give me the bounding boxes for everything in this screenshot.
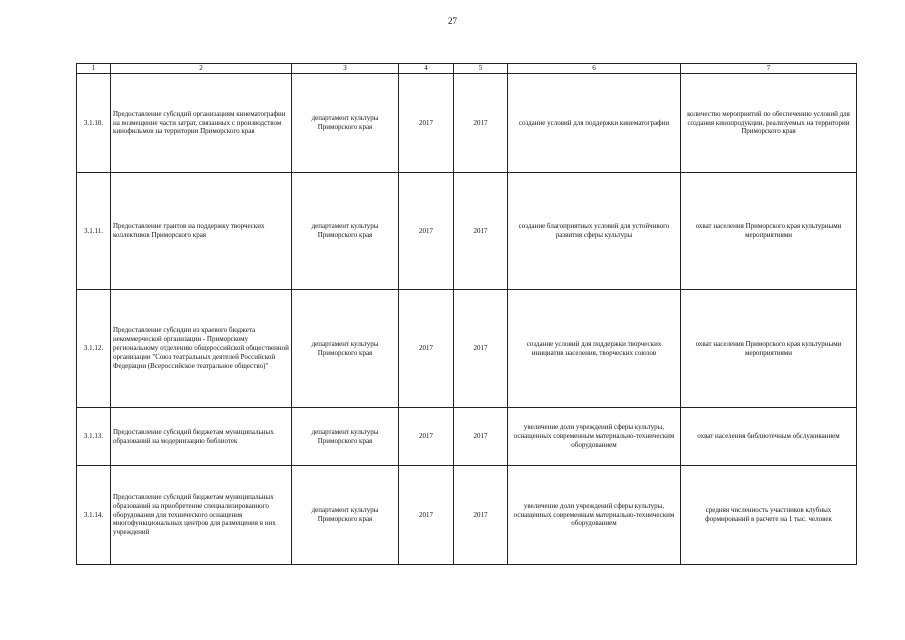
activity-title: Предоставление субсидий бюджетам муниципальных образований на модернизацию библиотек xyxy=(111,408,292,466)
column-header: 7 xyxy=(681,64,857,74)
indicator: охват населения Приморского края культурными мероприятиями xyxy=(681,290,857,408)
executor: департамент культуры Приморского края xyxy=(292,290,399,408)
column-header: 6 xyxy=(508,64,681,74)
start-year: 2017 xyxy=(399,408,454,466)
end-year: 2017 xyxy=(454,466,508,565)
row-number: 3.1.14. xyxy=(77,466,111,565)
program-activities-table xyxy=(76,63,857,565)
table-row xyxy=(77,408,857,466)
indicator: охват населения Приморского края культурными мероприятиями xyxy=(681,173,857,290)
end-year: 2017 xyxy=(454,408,508,466)
column-header: 1 xyxy=(77,64,111,74)
activity-title: Предоставление субсидий бюджетам муниципальных образований на приобретение специализированного оборудования для технического оснащения многофункциональных центров для размещения в них учреждений xyxy=(111,466,292,565)
column-header: 5 xyxy=(454,64,508,74)
activity-title: Предоставление субсидии из краевого бюджета некоммерческой организации - Приморскому региональному отделению общероссийской общественной организации "Союз театральных деятелей Российской Федерации (Всероссийское театральное общество)" xyxy=(111,290,292,408)
table-row xyxy=(77,74,857,173)
executor: департамент культуры Приморского края xyxy=(292,466,399,565)
expected-result: создание условий для поддержки кинематографии xyxy=(508,74,681,173)
start-year: 2017 xyxy=(399,466,454,565)
activity-title: Предоставление грантов на поддержку творческих коллективов Приморского края xyxy=(111,173,292,290)
executor: департамент культуры Приморского края xyxy=(292,408,399,466)
indicator: охват населения библиотечным обслуживанием xyxy=(681,408,857,466)
expected-result: создание условий для поддержки творческих инициатив населения, творческих союзов xyxy=(508,290,681,408)
executor: департамент культуры Приморского края xyxy=(292,173,399,290)
row-number: 3.1.12. xyxy=(77,290,111,408)
start-year: 2017 xyxy=(399,74,454,173)
column-header: 4 xyxy=(399,64,454,74)
table-row xyxy=(77,173,857,290)
start-year: 2017 xyxy=(399,290,454,408)
table-row xyxy=(77,290,857,408)
end-year: 2017 xyxy=(454,173,508,290)
column-header: 3 xyxy=(292,64,399,74)
end-year: 2017 xyxy=(454,74,508,173)
table-row xyxy=(77,466,857,565)
row-number: 3.1.10. xyxy=(77,74,111,173)
expected-result: увеличение доли учреждений сферы культуры, оснащенных современным материально-техническим оборудованием xyxy=(508,466,681,565)
executor: департамент культуры Приморского края xyxy=(292,74,399,173)
column-number-row xyxy=(77,64,857,74)
start-year: 2017 xyxy=(399,173,454,290)
activity-title: Предоставление субсидий организациям кинематографии на возмещение части затрат, связанных с производством кинофильмов на территории Приморского края xyxy=(111,74,292,173)
row-number: 3.1.11. xyxy=(77,173,111,290)
expected-result: создание благоприятных условий для устойчивого развития сферы культуры xyxy=(508,173,681,290)
column-header: 2 xyxy=(111,64,292,74)
page-number: 27 xyxy=(448,16,457,26)
end-year: 2017 xyxy=(454,290,508,408)
expected-result: увеличение доли учреждений сферы культуры, оснащенных современным материально-техническим оборудованием xyxy=(508,408,681,466)
indicator: средняя численность участников клубных формирований в расчете на 1 тыс. человек xyxy=(681,466,857,565)
row-number: 3.1.13. xyxy=(77,408,111,466)
indicator: количество мероприятий по обеспечению условий для создания кинопродукции, реализуемых на территории Приморского края xyxy=(681,74,857,173)
